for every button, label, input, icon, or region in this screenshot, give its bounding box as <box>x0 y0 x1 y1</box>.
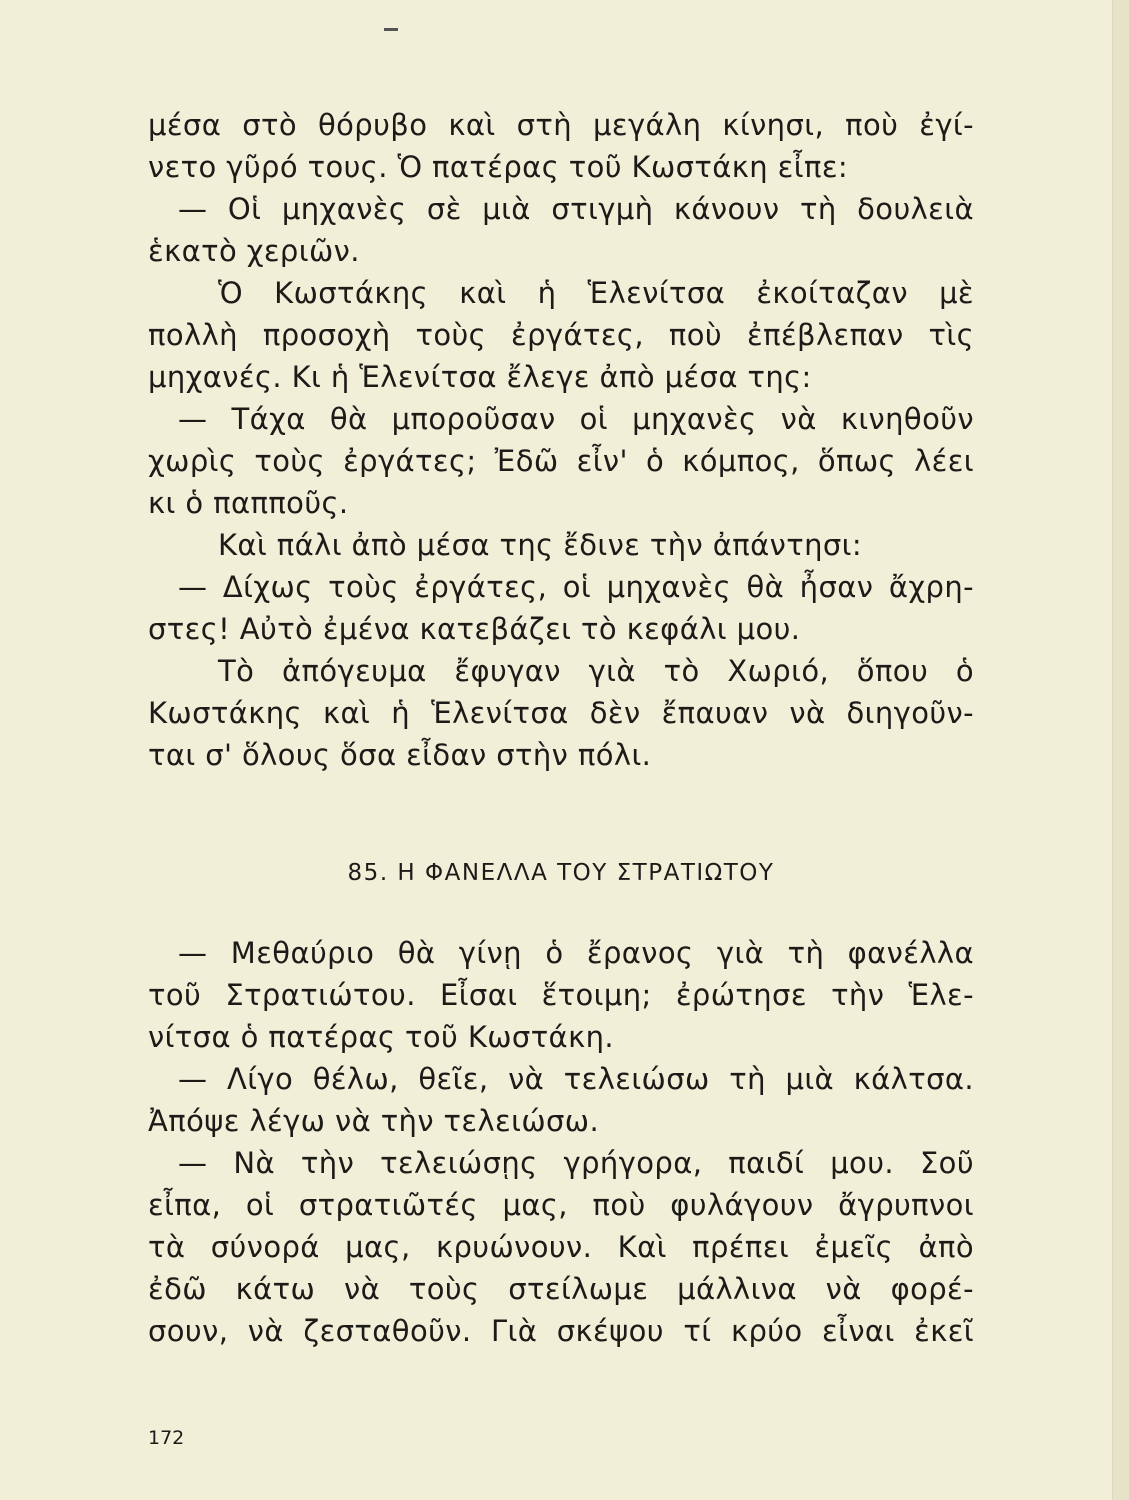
page-number: 172 <box>148 1427 185 1449</box>
page-edge <box>1112 0 1129 1500</box>
dialogue-line: — Λίγο θέλω, θεῖε, νὰ τελειώσω τὴ μιὰ κάλτσα. <box>178 1062 974 1096</box>
section-heading: 85. Η ΦΑΝΕΛΛΑ ΤΟΥ ΣΤΡΑΤΙΩΤΟΥ <box>347 860 775 886</box>
text-line: σουν, νὰ ζεσταθοῦν. Γιὰ σκέψου τί κρύο εἶναι ἐκεῖ <box>148 1314 974 1348</box>
text-line: μέσα στὸ θόρυβο καὶ στὴ μεγάλη κίνησι, ποὺ ἐγί- <box>148 108 974 142</box>
paragraph-start: Καὶ πάλι ἀπὸ μέσα της ἔδινε τὴν ἀπάντησι: <box>218 528 863 562</box>
dialogue-line: — Οἱ μηχανὲς σὲ μιὰ στιγμὴ κάνουν τὴ δουλειὰ <box>178 192 974 226</box>
dialogue-line: — Νὰ τὴν τελειώσῃς γρήγορα, παιδί μου. Σοῦ <box>178 1146 974 1180</box>
text-line: τὰ σύνορά μας, κρυώνουν. Καὶ πρέπει ἐμεῖς ἀπὸ <box>148 1230 974 1264</box>
dialogue-line: — Μεθαύριο θὰ γίνῃ ὁ ἔρανος γιὰ τὴ φανέλλα <box>178 936 974 970</box>
text-line: κι ὁ παπποῦς. <box>148 486 349 520</box>
text-line: νετο γῦρό τους. Ὁ πατέρας τοῦ Κωστάκη εἶπε: <box>148 150 849 184</box>
text-line: πολλὴ προσοχὴ τοὺς ἐργάτες, ποὺ ἐπέβλεπαν τὶς <box>148 318 974 352</box>
text-line: ται σ' ὅλους ὅσα εἶδαν στὴν πόλι. <box>148 738 652 772</box>
text-line: τοῦ Στρατιώτου. Εἶσαι ἕτοιμη; ἐρώτησε τὴν Ἑλε- <box>148 978 974 1012</box>
paragraph-start: Ὁ Κωστάκης καὶ ἡ Ἑλενίτσα ἐκοίταζαν μὲ <box>218 276 974 310</box>
text-line: Κωστάκης καὶ ἡ Ἑλενίτσα δὲν ἔπαυαν νὰ διηγοῦν- <box>148 696 974 730</box>
paragraph-start: Τὸ ἀπόγευμα ἔφυγαν γιὰ τὸ Χωριό, ὅπου ὁ <box>218 654 974 688</box>
text-line: ἐδῶ κάτω νὰ τοὺς στείλωμε μάλλινα νὰ φορέ- <box>148 1272 974 1306</box>
text-line: χωρὶς τοὺς ἐργάτες; Ἐδῶ εἶν' ὁ κόμπος, ὅπως λέει <box>148 444 974 478</box>
dialogue-line: — Τάχα θὰ μποροῦσαν οἱ μηχανὲς νὰ κινηθοῦν <box>178 402 974 436</box>
top-mark <box>384 28 398 31</box>
dialogue-line: — Δίχως τοὺς ἐργάτες, οἱ μηχανὲς θὰ ἦσαν ἄχρη- <box>178 570 974 604</box>
text-line: νίτσα ὁ πατέρας τοῦ Κωστάκη. <box>148 1020 614 1054</box>
text-line: ἑκατὸ χεριῶν. <box>148 234 360 268</box>
text-line: μηχανές. Κι ἡ Ἑλενίτσα ἔλεγε ἀπὸ μέσα της: <box>148 360 812 394</box>
text-line: στες! Αὐτὸ ἐμένα κατεβάζει τὸ κεφάλι μου. <box>148 612 801 646</box>
text-line: Ἀπόψε λέγω νὰ τὴν τελειώσω. <box>148 1104 600 1138</box>
text-line: εἶπα, οἱ στρατιῶτές μας, ποὺ φυλάγουν ἄγρυπνοι <box>148 1188 974 1222</box>
